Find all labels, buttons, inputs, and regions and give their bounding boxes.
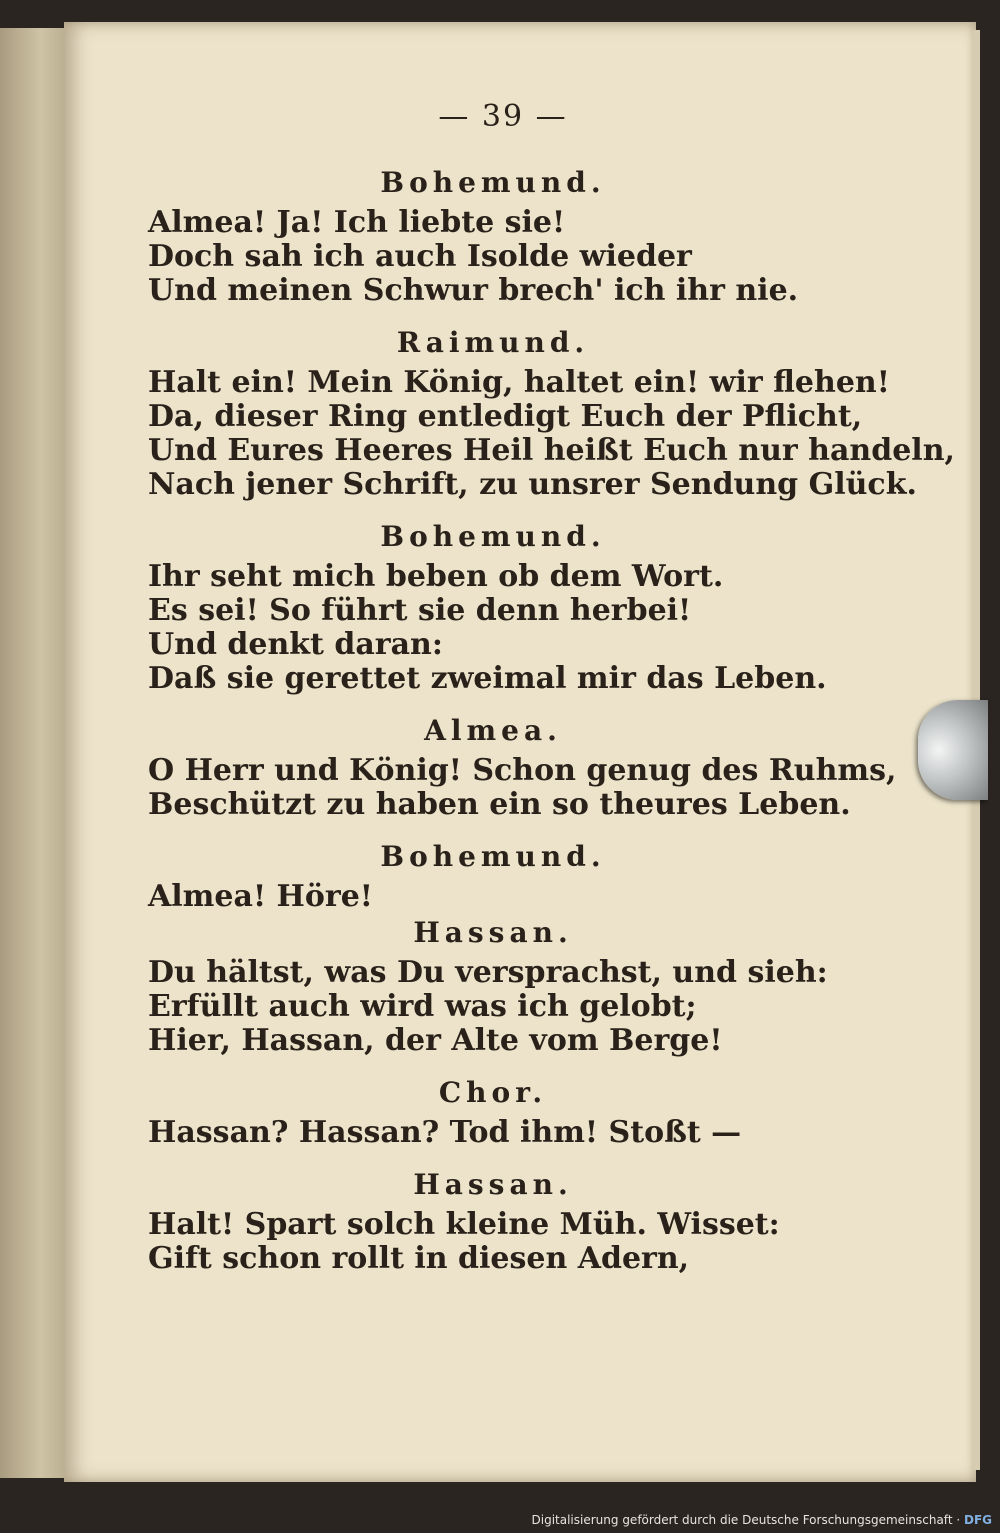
- speaker-name: Almea.: [424, 714, 562, 747]
- verse-line: Almea! Höre!: [148, 879, 373, 914]
- dialogue-block: [148, 840, 838, 914]
- speaker-name: Chor.: [438, 1076, 548, 1109]
- verse-line: O Herr und König! Schon genug des Ruhms,: [148, 753, 897, 788]
- verse-line: Erfüllt auch wird was ich gelobt;: [148, 989, 697, 1024]
- speaker-name: Hassan.: [413, 1168, 573, 1201]
- verse-line: Almea! Ja! Ich liebte sie!: [148, 205, 566, 240]
- dialogue-block: [148, 520, 838, 696]
- dialogue-block: [148, 326, 955, 502]
- verse-line: Gift schon rollt in diesen Adern,: [148, 1241, 690, 1276]
- speaker-name: Bohemund.: [380, 840, 606, 873]
- verse-line: Da, dieser Ring entledigt Euch der Pflicht,: [148, 399, 863, 434]
- verse-line: Daß sie gerettet zweimal mir das Leben.: [148, 661, 827, 696]
- left-page-edge: [0, 28, 68, 1478]
- verse-line: Hier, Hassan, der Alte vom Berge!: [148, 1023, 723, 1058]
- footer-text: Digitalisierung gefördert durch die Deutsche Forschungsgemeinschaft ·: [531, 1513, 961, 1527]
- page-number: — 39 —: [438, 99, 568, 134]
- verse-line: Es sei! So führt sie denn herbei!: [148, 593, 692, 628]
- verse-line: Halt! Spart solch kleine Müh. Wisset:: [148, 1207, 780, 1242]
- dialogue-block: [148, 166, 838, 308]
- page-clip: [918, 700, 988, 800]
- dialogue-block: [148, 714, 897, 822]
- verse-line: Du hältst, was Du versprachst, und sieh:: [148, 955, 828, 990]
- dialogue-block: [148, 1168, 838, 1276]
- speaker-name: Hassan.: [413, 916, 573, 949]
- verse-line: Beschützt zu haben ein so theures Leben.: [148, 787, 851, 822]
- verse-line: Halt ein! Mein König, haltet ein! wir flehen!: [148, 365, 890, 400]
- page-text: [148, 99, 955, 1294]
- verse-line: Und Eures Heeres Heil heißt Euch nur handeln,: [148, 433, 955, 468]
- verse-line: Hassan? Hassan? Tod ihm! Stoßt —: [148, 1115, 742, 1150]
- dfg-logo: DFG: [963, 1513, 992, 1527]
- verse-line: Und meinen Schwur brech' ich ihr nie.: [148, 273, 799, 308]
- speaker-name: Raimund.: [396, 326, 590, 359]
- dialogue-block: [148, 916, 838, 1058]
- dialogue-blocks: [148, 166, 955, 1276]
- verse-line: Nach jener Schrift, zu unsrer Sendung Glück.: [148, 467, 917, 502]
- speaker-name: Bohemund.: [380, 520, 606, 553]
- verse-line: Doch sah ich auch Isolde wieder: [148, 239, 692, 274]
- verse-line: Und denkt daran:: [148, 627, 443, 662]
- verse-line: Ihr seht mich beben ob dem Wort.: [148, 559, 724, 594]
- footer-credit: [532, 1513, 992, 1527]
- dialogue-block: [148, 1076, 838, 1150]
- speaker-name: Bohemund.: [380, 166, 606, 199]
